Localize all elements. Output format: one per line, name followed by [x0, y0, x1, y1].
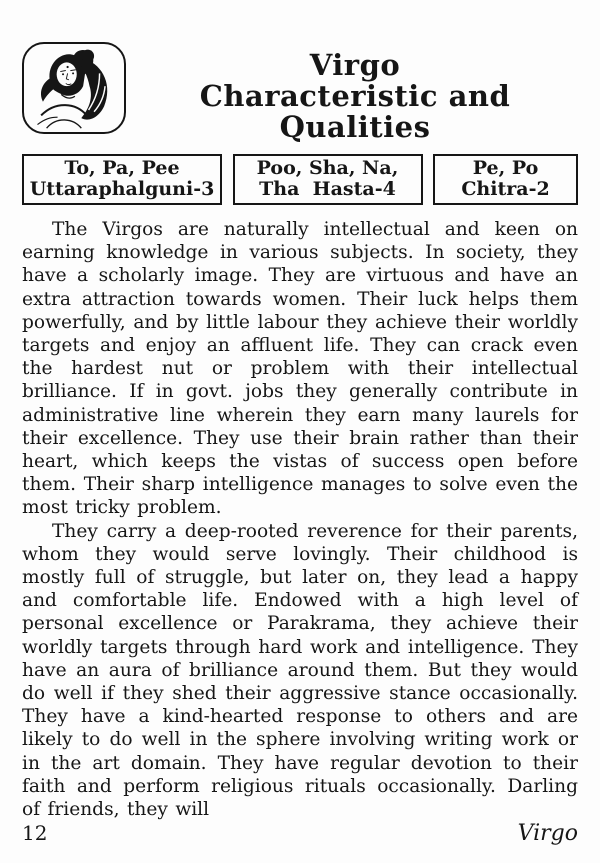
nakshatra-box-uttaraphalguni	[22, 154, 222, 205]
paragraph-2: They carry a deep-rooted reverence for their parents, whom they would serve lovingly. Their childhood is mostly full of struggle, but later on, they lead a happy and comfortable life. Endowed with a high level of personal excellence or Parakrama, they achieve their worldly targets through hard work and intelligence. They have an aura of brilliance around them. But they would do well if they shed their aggressive stance occasionally. They have a kind-hearted response to others and are likely to do well in the sphere involving writing work or in the art domain. They have regular devotion to their faith and perform religious rituals occasionally. Darling of friends, they will	[22, 520, 578, 821]
chapter-subtitle: Characteristic and Qualities	[199, 79, 511, 144]
paragraph-1: The Virgos are naturally intellectual and keen on earning knowledge in various subjects. In society, they have a scholarly image. They are virtuous and have an extra attraction towards women. Their luck helps them powerfully, and by little labour they achieve their worldly targets and enjoy an affluent life. They can crack even the hardest nut or problem with their intellectual brilliance. If in govt. jobs they generally contribute in administrative line wherein they earn many laurels for their excellence. They use their brain rather than their heart, which keeps the vistas of success open before them. Their sharp intelligence manages to solve even the most tricky problem.	[22, 219, 578, 519]
page-footer	[22, 821, 578, 854]
sign-name-title: Virgo	[309, 48, 401, 82]
chapter-body	[22, 218, 578, 821]
page-number: 12	[22, 821, 48, 846]
nakshatra-syllables: Pe, Po	[472, 157, 539, 179]
virgo-maiden-illustration	[22, 42, 126, 134]
running-title: Virgo	[517, 821, 578, 847]
nakshatra-name: Uttaraphalguni-3	[29, 178, 215, 200]
nakshatra-boxes-row	[22, 154, 578, 205]
chapter-title	[132, 42, 578, 143]
nakshatra-box-chitra	[433, 154, 578, 205]
nakshatra-box-hasta	[233, 154, 423, 205]
nakshatra-name: Tha Hasta-4	[259, 178, 396, 200]
nakshatra-syllables: Poo, Sha, Na,	[256, 157, 399, 179]
page-header	[22, 42, 578, 143]
nakshatra-syllables: To, Pa, Pee	[64, 157, 180, 179]
virgo-maiden-icon	[26, 46, 122, 130]
nakshatra-name: Chitra-2	[461, 178, 550, 200]
